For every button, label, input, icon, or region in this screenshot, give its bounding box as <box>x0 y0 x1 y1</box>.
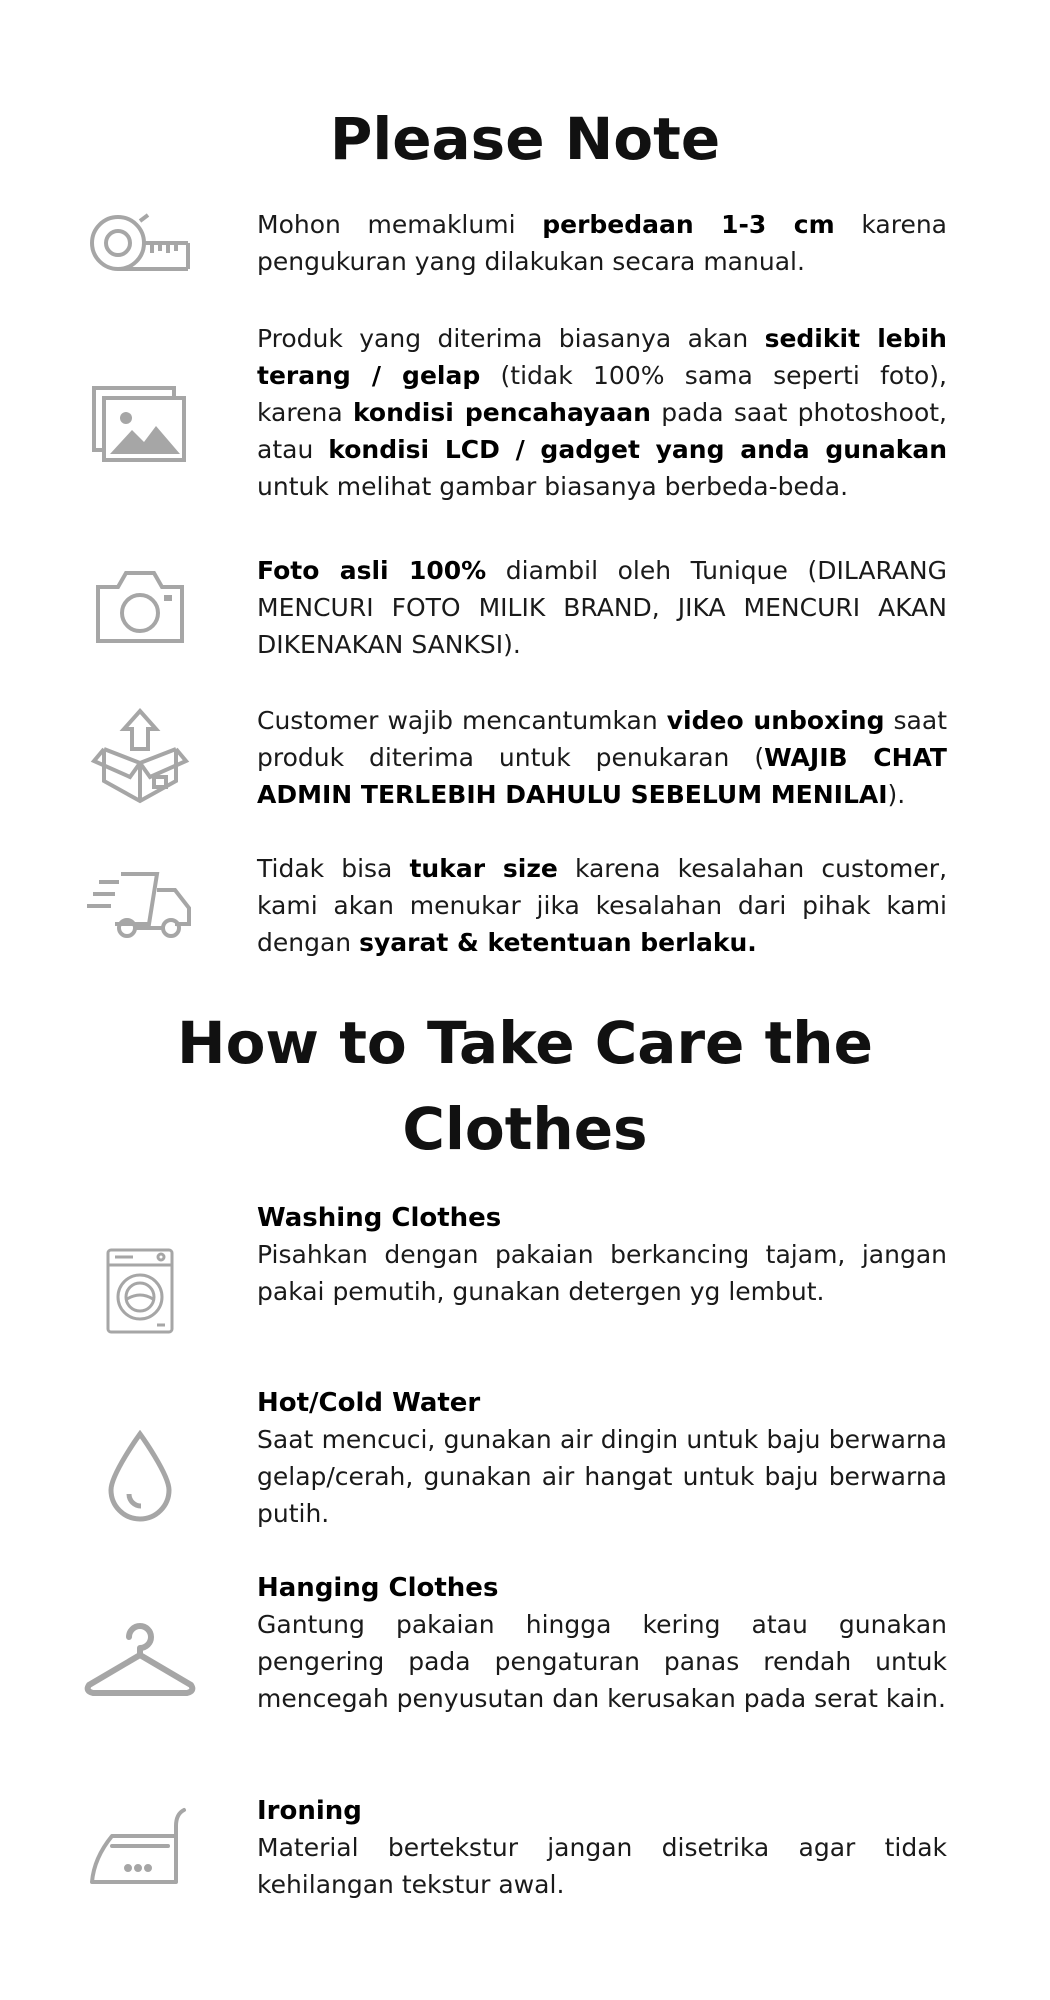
note-text-unboxing <box>257 702 947 813</box>
body-text: untuk melihat gambar biasanya berbeda-beda. <box>257 472 849 501</box>
care-body-water: Saat mencuci, gunakan air dingin untuk baju berwarna gelap/cerah, gunakan air hangat untuk baju berwarna putih. <box>257 1425 947 1528</box>
body-text: Tidak bisa <box>257 854 410 883</box>
please-note-title: Please Note <box>329 105 721 173</box>
emphasis-text: sedikit lebih terang / gelap <box>257 324 947 390</box>
body-text: ). <box>887 780 906 809</box>
care-body-washing: Pisahkan dengan pakaian berkancing tajam, jangan pakai pemutih, gunakan detergen yg lembut. <box>257 1240 947 1306</box>
body-text: saat produk diterima untuk penukaran ( <box>257 706 947 772</box>
camera-icon <box>80 552 200 662</box>
unboxing-icon <box>80 702 200 812</box>
care-body-hanging: Gantung pakaian hingga kering atau gunakan pengering pada pengaturan panas rendah untuk mencegah penyusutan dan kerusakan pada serat kain. <box>257 1610 947 1713</box>
note-text-exchange <box>257 850 947 961</box>
measuring-tape-icon <box>80 190 200 300</box>
washing-machine-icon <box>80 1236 200 1346</box>
emphasis-text: WAJIB CHAT ADMIN TERLEBIH DAHULU SEBELUM MENILAI <box>257 743 947 809</box>
body-text: diambil oleh Tunique (DILARANG MENCURI FOTO MILIK BRAND, JIKA MENCURI AKAN DIKENAKAN SANKSI). <box>257 556 947 659</box>
emphasis-text: video unboxing <box>666 706 885 735</box>
note-text-lighting <box>257 320 947 505</box>
care-text-water <box>257 1385 947 1532</box>
care-title: How to Take Care the Clothes <box>177 1009 873 1163</box>
care-heading-hanging: Hanging Clothes <box>257 1573 499 1603</box>
hanger-icon <box>80 1606 200 1716</box>
emphasis-text: Foto asli 100% <box>257 556 487 585</box>
emphasis-text: kondisi pencahayaan <box>352 398 651 427</box>
note-text-measurement <box>257 206 947 280</box>
care-heading-water: Hot/Cold Water <box>257 1388 481 1418</box>
body-text: karena kesalahan customer, kami akan menukar jika kesalahan dari pihak kami dengan <box>257 854 948 957</box>
body-text: pada saat photoshoot, atau <box>257 398 947 464</box>
care-heading-washing: Washing Clothes <box>257 1203 502 1233</box>
emphasis-text: tukar size <box>409 854 558 883</box>
emphasis-text: kondisi LCD / gadget yang anda gunakan <box>328 435 948 464</box>
care-body-ironing: Material bertekstur jangan disetrika agar tidak kehilangan tekstur awal. <box>257 1833 947 1899</box>
body-text: Produk yang diterima biasanya akan <box>257 324 765 353</box>
body-text: Customer wajib mencantumkan <box>257 706 667 735</box>
note-text-photo <box>257 552 947 663</box>
body-text: karena pengukuran yang dilakukan secara manual. <box>257 210 947 276</box>
image-gallery-icon <box>80 370 200 480</box>
care-heading-ironing: Ironing <box>257 1796 362 1826</box>
care-text-ironing <box>257 1793 947 1903</box>
body-text: Mohon memaklumi <box>257 210 543 239</box>
water-drop-icon <box>80 1421 200 1531</box>
emphasis-text: syarat & ketentuan berlaku. <box>359 928 757 957</box>
care-text-hanging <box>257 1570 947 1717</box>
care-text-washing <box>257 1200 947 1310</box>
delivery-truck-icon <box>80 850 200 960</box>
body-text: (tidak 100% sama seperti foto), karena <box>257 361 948 427</box>
emphasis-text: perbedaan 1-3 cm <box>542 210 835 239</box>
iron-icon <box>80 1793 200 1903</box>
